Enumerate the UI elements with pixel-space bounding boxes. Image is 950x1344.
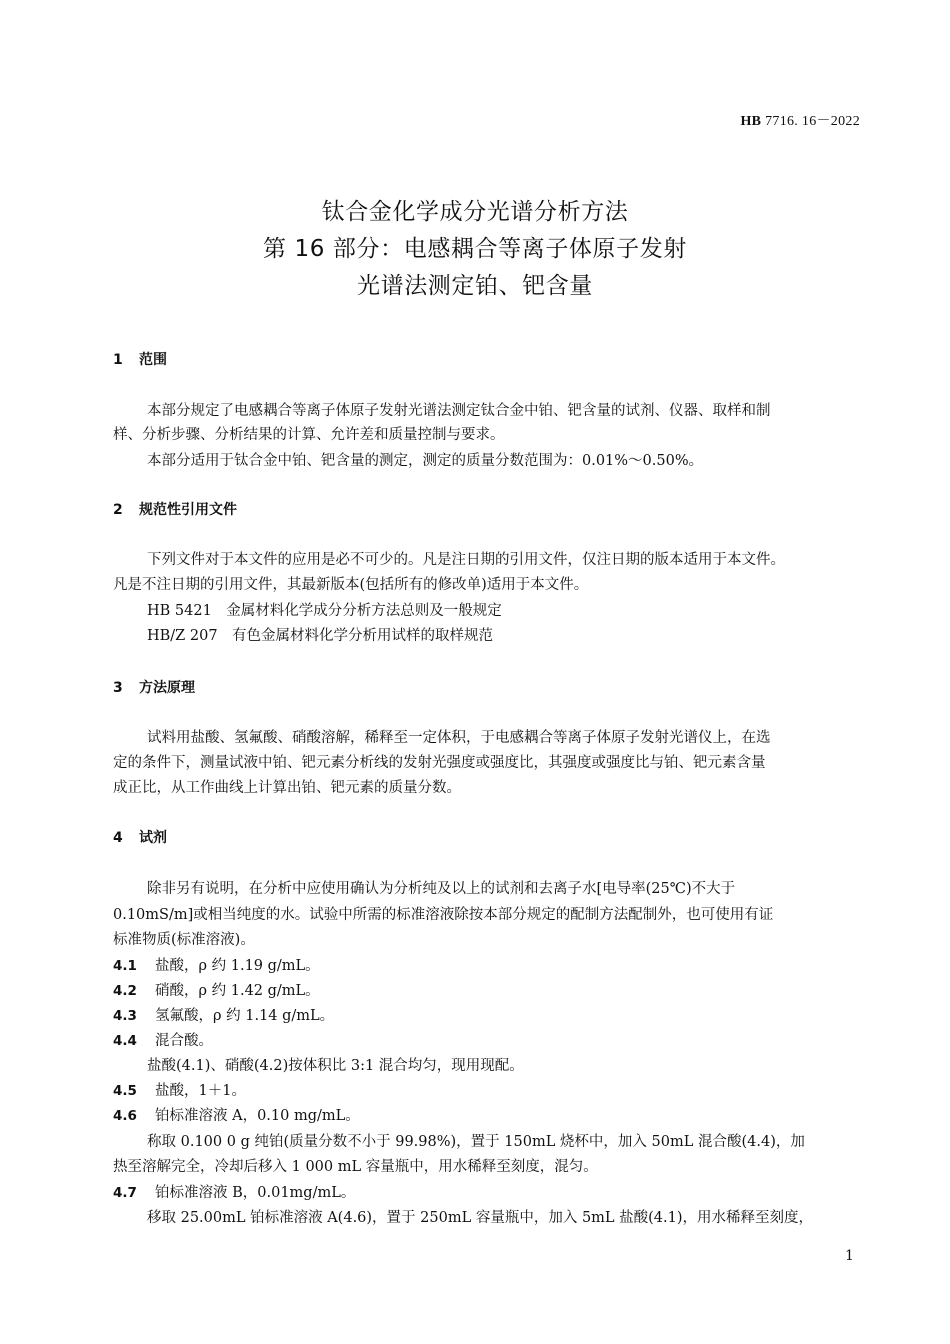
paragraph-line: 定的条件下，测量试液中铂、钯元素分析线的发射光强度或强度比，其强度或强度比与铂、钯元素含量 — [113, 755, 766, 771]
item-4-6-body: 称取 0.100 0 g 纯铂(质量分数不小于 99.98%)，置于 150mL 烧杯中，加入 50mL 混合酸(4.4)，加 — [147, 1134, 805, 1150]
item-number: 4.4 — [113, 1033, 137, 1049]
reference-hbz207: HB/Z 207 有色金属材料化学分析用试样的取样规范 — [147, 628, 494, 644]
document-title-line-1: 钛合金化学成分光谱分析方法 — [321, 199, 629, 225]
reagent-item-4-7 — [113, 1181, 355, 1202]
section-title: 范围 — [139, 352, 167, 368]
standard-code-number: 7716. 16－2022 — [761, 114, 860, 129]
item-number: 4.1 — [113, 958, 137, 974]
paragraph-line: 除非另有说明，在分析中应使用确认为分析纯及以上的试剂和去离子水[电导率(25℃)不大于 — [147, 881, 736, 897]
paragraph-line: 试料用盐酸、氢氟酸、硝酸溶解，稀释至一定体积，于电感耦合等离子体原子发射光谱仪上，在选 — [147, 730, 771, 746]
reagent-item-4-2 — [113, 979, 320, 1000]
reagent-item-4-4 — [113, 1029, 213, 1050]
section-title: 规范性引用文件 — [139, 502, 237, 518]
reference-hb5421: HB 5421 金属材料化学成分分析方法总则及一般规定 — [147, 603, 502, 619]
reagent-item-4-5 — [113, 1079, 246, 1100]
reagent-item-4-3 — [113, 1004, 334, 1025]
reagent-item-4-1 — [113, 954, 320, 975]
item-number: 4.3 — [113, 1008, 137, 1024]
item-4-4-body: 盐酸(4.1)、硝酸(4.2)按体积比 3:1 混合均匀，现用现配。 — [147, 1058, 524, 1074]
paragraph-line: 本部分规定了电感耦合等离子体原子发射光谱法测定钛合金中铂、钯含量的试剂、仪器、取样和制 — [147, 403, 771, 419]
document-title-line-3: 光谱法测定铂、钯含量 — [357, 273, 593, 299]
section-number: 1 — [113, 352, 123, 368]
section-1-heading — [113, 349, 167, 369]
item-number: 4.2 — [113, 983, 137, 999]
paragraph-line: 凡是不注日期的引用文件，其最新版本(包括所有的修改单)适用于本文件。 — [113, 577, 589, 593]
section-3-heading — [113, 677, 195, 697]
section-number: 4 — [113, 830, 123, 846]
item-text: 铂标准溶液 B，0.01mg/mL。 — [155, 1185, 356, 1201]
item-text: 盐酸，ρ 约 1.19 g/mL。 — [155, 958, 320, 974]
section-title: 方法原理 — [139, 680, 195, 696]
document-title-line-2: 第 16 部分：电感耦合等离子体原子发射 — [263, 236, 687, 262]
paragraph-line: 成正比，从工作曲线上计算出铂、钯元素的质量分数。 — [113, 780, 461, 796]
item-text: 混合酸。 — [155, 1033, 213, 1049]
section-number: 2 — [113, 502, 123, 518]
standard-code — [700, 110, 860, 130]
item-4-7-body: 移取 25.00mL 铂标准溶液 A(4.6)，置于 250mL 容量瓶中，加入 5mL 盐酸(4.1)，用水稀释至刻度， — [147, 1210, 814, 1226]
item-text: 氢氟酸，ρ 约 1.14 g/mL。 — [155, 1008, 335, 1024]
paragraph-line: 标准物质(标准溶液)。 — [113, 932, 255, 948]
standard-code-prefix: HB — [740, 114, 762, 129]
section-4-heading — [113, 827, 167, 847]
page-number: 1 — [845, 1248, 854, 1264]
item-text: 盐酸，1＋1。 — [155, 1083, 246, 1099]
paragraph-line: 本部分适用于钛合金中铂、钯含量的测定，测定的质量分数范围为：0.01%～0.50%。 — [147, 453, 704, 469]
item-number: 4.7 — [113, 1185, 137, 1201]
paragraph-line: 样、分析步骤、分析结果的计算、允许差和质量控制与要求。 — [113, 427, 505, 443]
item-text: 硝酸，ρ 约 1.42 g/mL。 — [155, 983, 320, 999]
item-number: 4.5 — [113, 1083, 137, 1099]
section-2-heading — [113, 499, 237, 519]
paragraph-line: 0.10mS/m]或相当纯度的水。试验中所需的标准溶液除按本部分规定的配制方法配制外，也可使用有证 — [113, 907, 774, 923]
item-text: 铂标准溶液 A，0.10 mg/mL。 — [155, 1108, 360, 1124]
section-title: 试剂 — [139, 830, 167, 846]
section-number: 3 — [113, 680, 123, 696]
item-4-6-body-cont: 热至溶解完全，冷却后移入 1 000 mL 容量瓶中，用水稀释至刻度，混匀。 — [113, 1159, 598, 1175]
reagent-item-4-6 — [113, 1104, 360, 1125]
paragraph-line: 下列文件对于本文件的应用是必不可少的。凡是注日期的引用文件，仅注日期的版本适用于本文件。 — [147, 552, 785, 568]
item-number: 4.6 — [113, 1108, 137, 1124]
